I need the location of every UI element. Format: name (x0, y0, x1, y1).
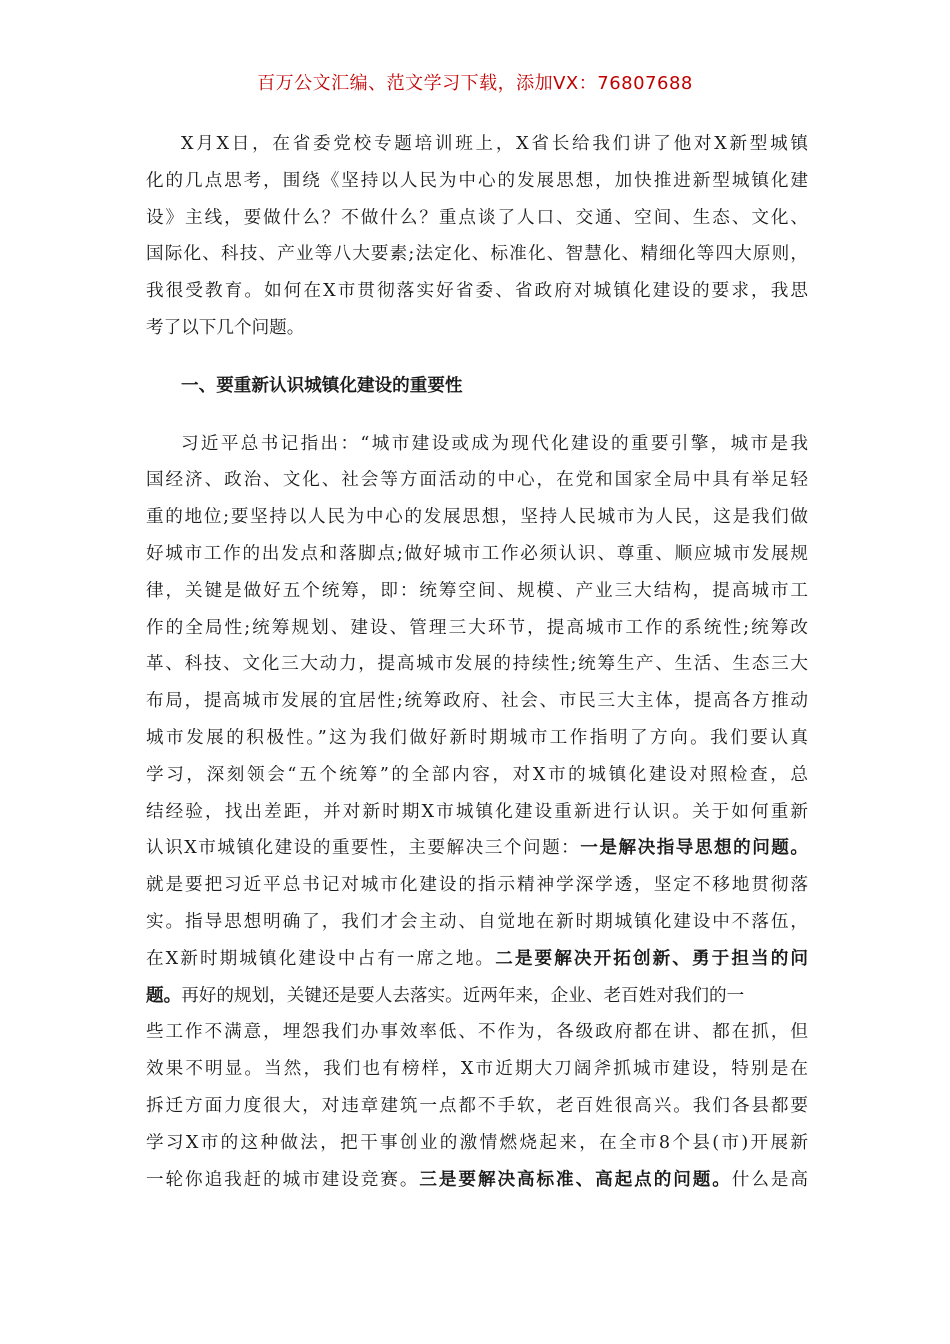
text-segment: 一轮你追我赶的城市建设竞赛。 (146, 1169, 420, 1190)
text-line (146, 978, 808, 1015)
text-line: 就是要把习近平总书记对城市化建设的指示精神学深学透，坚定不移地贯彻落 (146, 875, 808, 896)
text-segment: 再好的规划，关键还是要人去落实。近两年来，企业、老百姓对我们的一 (181, 985, 745, 1006)
text-segment: 在X新时期城镇化建设中占有一席之地。 (146, 948, 496, 969)
document-body (146, 126, 808, 1198)
text-segment: 认识X市城镇化建设的重要性，主要解决三个问题： (146, 838, 581, 859)
text-line: X月X日，在省委党校专题培训班上，X省长给我们讲了他对X新型城镇 (181, 134, 808, 154)
text-line: 重的地位;要坚持以人民为中心的发展思想，坚持人民城市为人民，这是我们做 (146, 507, 808, 528)
text-line: 化的几点思考，围绕《坚持以人民为中心的发展思想，加快推进新型城镇化建 (146, 170, 808, 191)
text-line: 好城市工作的出发点和落脚点;做好城市工作必须认识、尊重、顺应城市发展规 (146, 543, 808, 564)
text-line: 革、科技、文化三大动力，提高城市发展的持续性;统筹生产、生活、生态三大 (146, 654, 808, 675)
text-line: 效果不明显。当然，我们也有榜样，X市近期大刀阔斧抓城市建设，特别是在 (146, 1059, 808, 1080)
text-line: 实。指导思想明确了，我们才会主动、自觉地在新时期城镇化建设中不落伍， (146, 911, 808, 932)
text-line (146, 941, 808, 978)
text-line: 学习X市的这种做法，把干事创业的激情燃烧起来，在全市8个县(市)开展新 (146, 1132, 808, 1153)
key-point-2-end: 题。 (146, 984, 182, 1006)
text-segment: 什么是高 (731, 1169, 808, 1190)
text-line: 城市发展的积极性。”这为我们做好新时期城市工作指明了方向。我们要认真 (146, 727, 808, 748)
key-point-3: 三是要解决高标准、高起点的问题。 (419, 1168, 732, 1190)
key-point-1: 一是解决指导思想的问题。 (580, 837, 808, 859)
text-line: 考了以下几个问题。 (146, 317, 305, 338)
section-paragraph (146, 426, 808, 1199)
text-line: 我很受教育。如何在X市贯彻落实好省委、省政府对城镇化建设的要求，我思 (146, 281, 808, 302)
text-line: 作的全局性;统筹规划、建设、管理三大环节，提高城市工作的系统性;统筹改 (146, 617, 808, 638)
intro-paragraph (146, 126, 808, 347)
text-line: 结经验，找出差距，并对新时期X市城镇化建设重新进行认识。关于如何重新 (146, 801, 808, 822)
text-line: 拆迁方面力度很大，对违章建筑一点都不手软，老百姓很高兴。我们各县都要 (146, 1095, 808, 1116)
text-line: 国经济、政治、文化、社会等方面活动的中心，在党和国家全局中具有举足轻 (146, 470, 808, 491)
text-line (146, 830, 808, 867)
text-line: 些工作不满意，埋怨我们办事效率低、不作为，各级政府都在讲、都在抓，但 (146, 1022, 808, 1043)
text-line: 布局，提高城市发展的宜居性;统筹政府、社会、市民三大主体，提高各方推动 (146, 691, 808, 712)
text-line: 律，关键是做好五个统筹，即：统筹空间、规模、产业三大结构，提高城市工 (146, 580, 808, 601)
text-line (146, 1162, 808, 1199)
section-heading (146, 368, 808, 405)
text-line: 学习，深刻领会“五个统筹”的全部内容，对X市的城镇化建设对照检查，总 (146, 764, 808, 785)
header-watermark: 百万公文汇编、范文学习下载，添加VX：76807688 (257, 73, 693, 94)
text-line: 设》主线，要做什么？不做什么？重点谈了人口、交通、空间、生态、文化、 (146, 207, 808, 228)
text-line: 国际化、科技、产业等八大要素;法定化、标准化、智慧化、精细化等四大原则， (146, 244, 808, 265)
heading-text: 一、要重新认识城镇化建设的重要性 (181, 374, 463, 396)
text-line: 习近平总书记指出：“城市建设或成为现代化建设的重要引擎，城市是我 (181, 433, 808, 454)
key-point-2: 二是要解决开拓创新、勇于担当的问 (495, 947, 808, 969)
